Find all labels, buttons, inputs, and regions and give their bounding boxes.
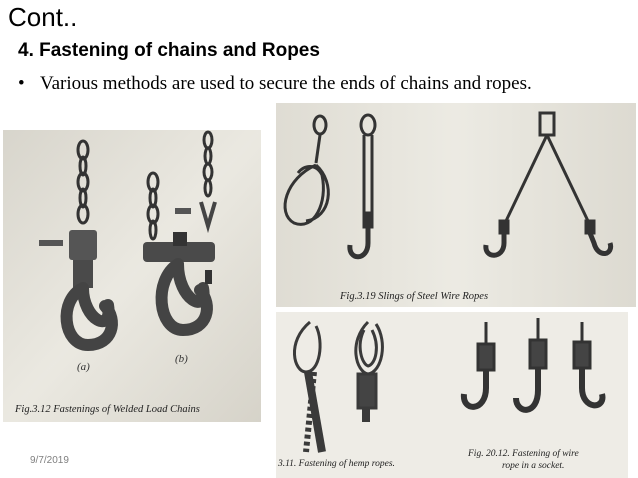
bullet-marker: •: [18, 73, 25, 94]
section-heading: 4. Fastening of chains and Ropes: [18, 40, 320, 61]
bullet-text: Various methods are used to secure the ends of chains and ropes.: [40, 73, 532, 94]
label-b: (b): [175, 353, 188, 365]
slide-title: Cont..: [8, 2, 78, 32]
hemp-ropes-caption: 3.11. Fastening of hemp ropes.: [278, 459, 395, 469]
wire-slings-caption: Fig.3.19 Slings of Steel Wire Ropes: [340, 291, 489, 302]
rope-fastening-figure: [276, 312, 628, 478]
wire-socket-caption-line2: rope in a socket.: [502, 461, 565, 471]
welded-chains-figure: [3, 130, 261, 422]
welded-chains-image: [3, 130, 261, 422]
wire-slings-figure: [276, 103, 636, 307]
slide-date: 9/7/2019: [30, 455, 69, 466]
wire-socket-caption-line1: Fig. 20.12. Fastening of wire: [468, 449, 579, 459]
welded-chains-caption: Fig.3.12 Fastenings of Welded Load Chains: [15, 404, 200, 415]
label-a: (a): [77, 361, 90, 373]
rope-fastening-image: [276, 312, 628, 478]
wire-slings-image: [276, 103, 636, 307]
